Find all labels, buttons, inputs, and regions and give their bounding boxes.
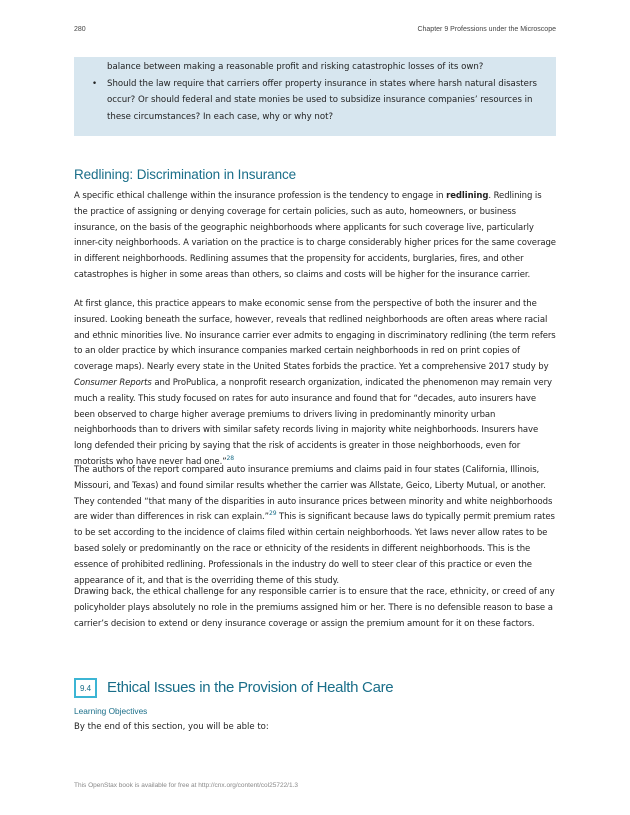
discussion-callout <box>74 57 556 136</box>
section-number-badge: 9.4 <box>74 678 97 698</box>
chapter-title: Chapter 9 Professions under the Microscope <box>417 26 556 33</box>
footnote-link-28[interactable]: 28 <box>226 455 235 463</box>
paragraph-1: A specific ethical challenge within the insurance profession is the tendency to engage in redlining. Redlining is the practice of assigning or denying coverage for certain policies, such as auto, homeowners, or business insurance, on the basis of the geographic neighborhoods where applicants for such coverage live, particularly inner-city neighborhoods. A variation on the practice is to charge considerably higher prices for the same coverage in different neighborhoods. Redlining assumes that the propensity for accidents, burglaries, fires, and other catastrophes is higher in some areas than others, so claims and costs will be higher for the insurance carrier. <box>74 191 556 280</box>
bullet-icon: • <box>92 78 98 89</box>
footnote-link-29[interactable]: 29 <box>268 510 277 518</box>
paragraph-4: Drawing back, the ethical challenge for any responsible carrier is to ensure that the race, ethnicity, or creed of any policyholder plays absolutely no role in the premiums assigned him or her. There is no defensible reason to base a carrier’s decision to extend or deny insurance coverage or assign the premium amount for it on these factors. <box>74 587 555 629</box>
section-heading: Redlining: Discrimination in Insurance <box>74 167 297 182</box>
learning-objectives-intro: By the end of this section, you will be able to: <box>74 722 269 732</box>
paragraph-3: The authors of the report compared auto insurance premiums and claims paid in four states (California, Illinois, Missouri, and Texas) and found similar results whether the carrier was Allstate, Geico, Liberty Mutual, or another. They contended “that many of the disparities in auto insurance prices between minority and white neighborhoods are wider than differences in risk can explain.”$^{29}$ This is significant because laws do typically permit premium rates to be set according to the incidence of claims filed within certain neighborhoods. Yet laws never allow rates to be based solely or predominantly on the race or ethnicity of the residents in different neighborhoods. This is the essence of prohibited redlining. Professionals in the industry do well to steer clear of this practice or even the appearance of it, and that is the overriding theme of this study. <box>74 465 555 586</box>
next-section-title: Ethical Issues in the Provision of Health Care <box>107 679 394 696</box>
callout-bullet-item <box>92 76 538 126</box>
publication-title: Consumer Reports <box>74 377 152 388</box>
callout-continued-text: balance between making a reasonable profit and risking catastrophic losses of its own? <box>107 62 484 72</box>
page-header <box>74 26 556 33</box>
page-footer: This OpenStax book is available for free at http://cnx.org/content/col25722/1.3 <box>74 782 299 789</box>
page-number: 280 <box>74 26 86 33</box>
key-term-redlining: redlining <box>446 191 489 201</box>
learning-objectives-heading: Learning Objectives <box>74 706 148 716</box>
paragraph-2: At first glance, this practice appears to make economic sense from the perspective of both the insurer and the insured. Looking beneath the surface, however, reveals that redlined neighborhoods are often areas where racial and ethnic minorities live. No insurance carrier ever admits to engaging in discriminatory redlining (the term refers to an older practice by which insurance companies marked certain neighborhoods in red on print copies of coverage maps). Nearly every state in the United States forbids the practice. Yet a comprehensive 2017 study by Consumer Reports and ProPublica, a nonprofit research organization, indicated the phenomenon may remain very much a reality. This study focused on rates for auto insurance and found that for “decades, auto insurers have been observed to charge higher average premiums to drivers living in predominantly minority urban neighborhoods than to drivers with similar safety records living in majority white neighborhoods. Insurers have long defended their pricing by saying that the risk of accidents is greater in those neighborhoods, even for motorists who have never had one.”$^{28}$ <box>74 299 556 467</box>
callout-bullet-text: Should the law require that carriers offer property insurance in states where harsh natural disasters occur? Or should federal and state monies be used to subsidize insurance companies’ resources in these circumstances? In each case, why or why not? <box>107 78 537 122</box>
